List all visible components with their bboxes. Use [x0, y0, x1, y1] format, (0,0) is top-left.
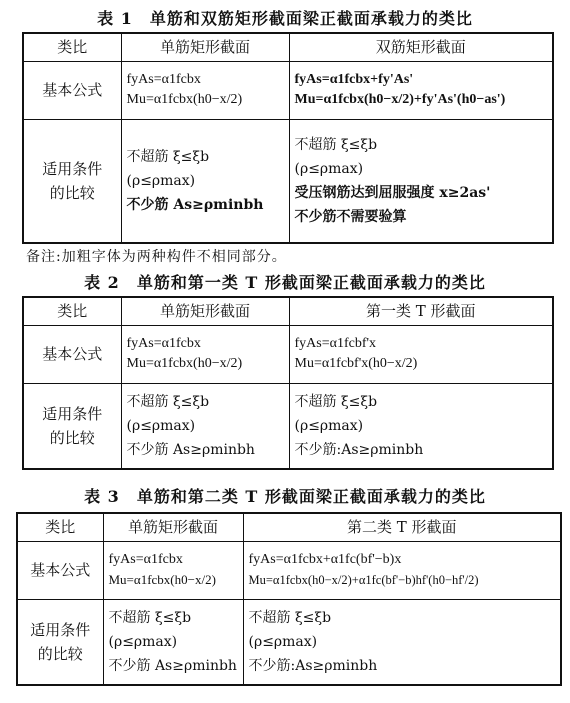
condition-line: 不少筋 As≥ρminbh	[126, 441, 255, 458]
table2	[22, 296, 554, 470]
table1	[22, 32, 554, 244]
condition-cell	[289, 119, 553, 243]
table1-note: 备注:加粗字体为两种构件不相同部分。	[26, 249, 287, 265]
table-row	[23, 119, 553, 243]
header-cell: 第二类 T 形截面	[243, 513, 561, 541]
condition-line: 不少筋:As≥ρminbh	[294, 441, 424, 458]
formula-cell	[103, 541, 243, 599]
condition-line: (ρ≤ρmax)	[248, 633, 318, 650]
formula-line: Mu=α1fcbx(h0−x/2)	[126, 92, 243, 107]
condition-line: 受压钢筋达到屈服强度 x≥2as'	[294, 184, 491, 201]
condition-cell	[103, 599, 243, 685]
header-cell: 第一类 T 形截面	[289, 297, 553, 325]
condition-line: (ρ≤ρmax)	[294, 417, 364, 434]
row-label	[23, 383, 121, 469]
row-label-text: 适用条件的比较	[30, 620, 91, 663]
row-label: 基本公式	[17, 541, 103, 599]
table3	[16, 512, 562, 686]
row-label	[23, 119, 121, 243]
condition-line: (ρ≤ρmax)	[126, 417, 196, 434]
header-cell: 单筋矩形截面	[121, 33, 289, 61]
condition-cell	[121, 119, 289, 243]
table3-title: 表 3 单筋和第二类 T 形截面梁正截面承载力的类比	[84, 487, 486, 506]
condition-line: 不少筋 As≥ρminbh	[126, 196, 264, 213]
formula-line: Mu=α1fcbx(h0−x/2)+α1fc(bf'−b)hf'(h0−hf'/2)	[248, 573, 479, 587]
condition-cell	[289, 383, 553, 469]
table-header-row	[17, 513, 561, 541]
condition-cell	[243, 599, 561, 685]
condition-line: 不超筋 ξ≤ξb	[108, 609, 192, 626]
header-cell: 类比	[17, 513, 103, 541]
formula-cell	[289, 61, 553, 119]
table-row	[17, 541, 561, 599]
table1-title: 表 1 单筋和双筋矩形截面梁正截面承载力的类比	[97, 9, 473, 28]
formula-line: Mu=α1fcbx(h0−x/2)	[108, 572, 216, 587]
header-cell: 双筋矩形截面	[289, 33, 553, 61]
row-label: 基本公式	[23, 325, 121, 383]
formula-cell	[121, 325, 289, 383]
header-cell: 类比	[23, 33, 121, 61]
table-row	[23, 383, 553, 469]
header-cell: 单筋矩形截面	[121, 297, 289, 325]
row-label-text: 适用条件的比较	[42, 159, 103, 202]
formula-line: fyAs=α1fcbx	[126, 72, 201, 87]
table-row	[23, 325, 553, 383]
formula-line: fyAs=α1fcbx	[108, 552, 183, 567]
condition-line: 不少筋 As≥ρminbh	[108, 657, 237, 674]
formula-cell	[289, 325, 553, 383]
condition-line: 不少筋不需要验算	[294, 208, 407, 225]
formula-line: Mu=α1fcbf'x(h0−x/2)	[294, 356, 418, 371]
condition-cell	[121, 383, 289, 469]
formula-line: fyAs=α1fcbx	[126, 336, 201, 351]
formula-line: fyAs=α1fcbx+fy'As'	[294, 72, 414, 87]
condition-line: 不超筋 ξ≤ξb	[248, 609, 332, 626]
table-row	[17, 599, 561, 685]
condition-line: 不超筋 ξ≤ξb	[126, 393, 210, 410]
condition-line: 不超筋 ξ≤ξb	[126, 148, 210, 165]
formula-cell	[121, 61, 289, 119]
condition-line: 不少筋:As≥ρminbh	[248, 657, 378, 674]
row-label	[17, 599, 103, 685]
formula-cell	[243, 541, 561, 599]
row-label-text: 适用条件的比较	[42, 404, 103, 447]
formula-line: Mu=α1fcbx(h0−x/2)+fy'As'(h0−as')	[294, 92, 506, 107]
condition-line: (ρ≤ρmax)	[126, 172, 196, 189]
condition-line: 不超筋 ξ≤ξb	[294, 393, 378, 410]
header-cell: 单筋矩形截面	[103, 513, 243, 541]
header-cell: 类比	[23, 297, 121, 325]
table2-title: 表 2 单筋和第一类 T 形截面梁正截面承载力的类比	[84, 273, 486, 292]
formula-line: fyAs=α1fcbf'x	[294, 336, 377, 351]
table-row	[23, 61, 553, 119]
condition-line: (ρ≤ρmax)	[294, 160, 364, 177]
row-label: 基本公式	[23, 61, 121, 119]
condition-line: 不超筋 ξ≤ξb	[294, 136, 378, 153]
table-header-row	[23, 33, 553, 61]
formula-line: Mu=α1fcbx(h0−x/2)	[126, 356, 243, 371]
table-header-row	[23, 297, 553, 325]
formula-line: fyAs=α1fcbx+α1fc(bf'−b)x	[248, 552, 402, 567]
condition-line: (ρ≤ρmax)	[108, 633, 178, 650]
